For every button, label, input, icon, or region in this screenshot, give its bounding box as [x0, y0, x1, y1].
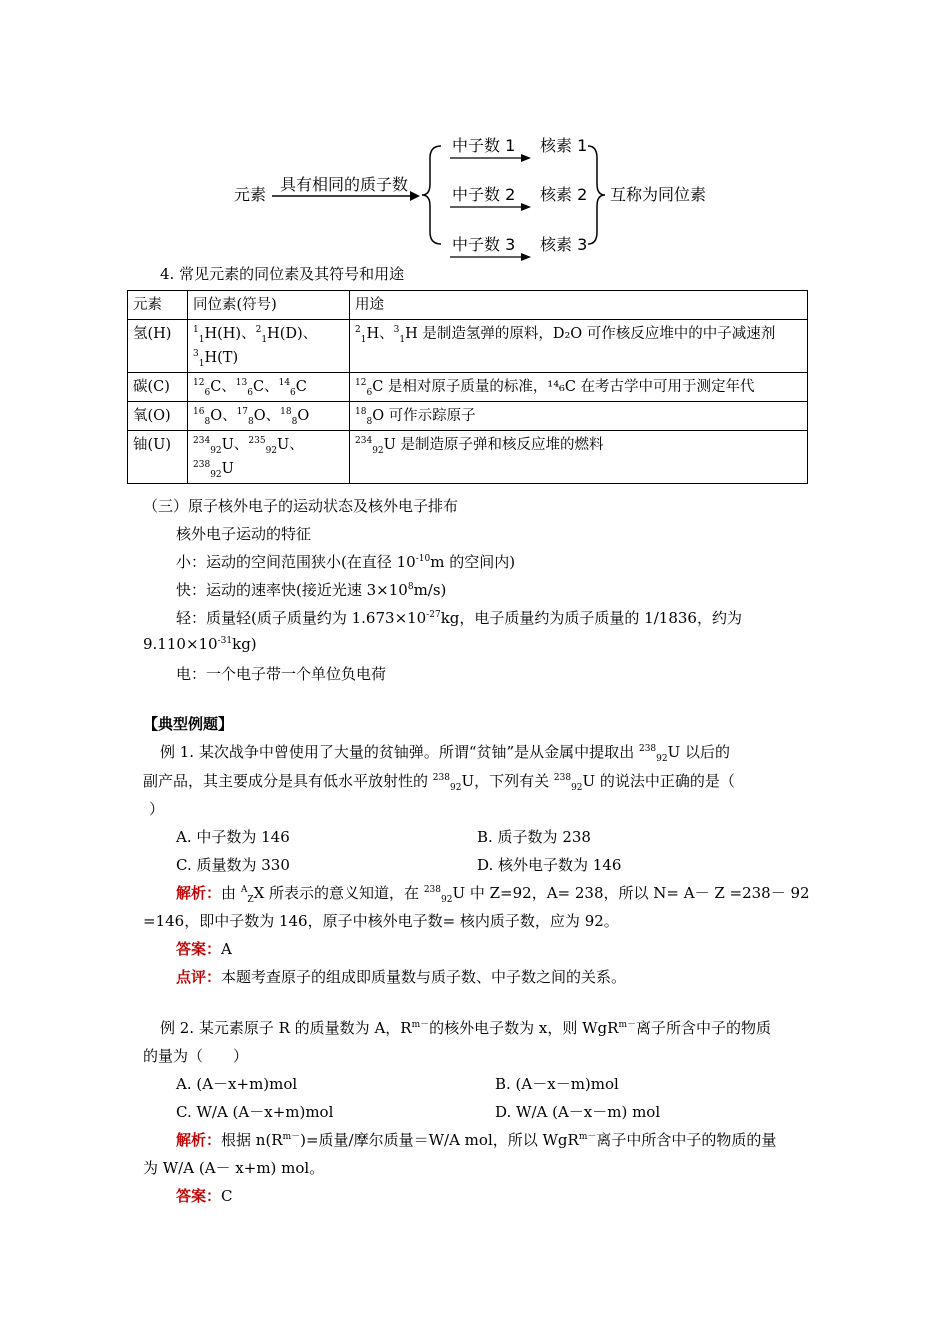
feature-light: 轻：质量轻(质子质量约为 $1.673\times 10^{-27}kg$，电子质量约为质子质量的 1/1836，约为 [176, 609, 742, 627]
table-header-row [128, 291, 808, 320]
ex2-option-d: D. W/A (A－x－m) mol [495, 1103, 661, 1121]
ex2-analysis-cont: 为 W/A (A－ x+m) mol。 [143, 1159, 325, 1177]
table-cell-isotopes: $^1_1$H(H)、$^2_1$H(D)、$^3_1$H(T) [188, 320, 350, 373]
table-row [128, 320, 808, 373]
diagram-element: 元素 [234, 185, 267, 204]
section3-title: （三）原子核外电子的运动状态及核外电子排布 [143, 497, 459, 515]
feature-small-text: 小：运动的空间范围狭小(在直径 10 [176, 553, 416, 571]
table-header: 元素 [128, 291, 188, 320]
use-text: U 是制造原子弹和核反应堆的燃料 [383, 437, 604, 453]
table-header: 用途 [350, 291, 808, 320]
ex2-line1: 例 2. 某元素原子 R 的质量数为 A，$R^{m-}$的核外电子数为 x，则 WgR$^{m-}$离子所含中子的物质 [160, 1019, 771, 1037]
table-cell-element: 碳(C) [128, 373, 188, 402]
ex2-option-a: A. (A－x+m)mol [176, 1075, 298, 1093]
feature-light-cont-tail: kg) [232, 635, 257, 653]
feature-light-cont-text: 9.110×10 [143, 635, 218, 653]
feature-fast-text: 快：运动的速率快(接近光速 3×10 [176, 581, 408, 599]
ex1-option-d: D. 核外电子数为 146 [477, 856, 622, 874]
table-row [128, 431, 808, 484]
feature-charge: 电：一个电子带一个单位负电荷 [176, 665, 387, 683]
ex2-answer-value: C [221, 1187, 233, 1205]
ex2-text: 例 2. 某元素原子 R 的质量数为 A，R [160, 1019, 412, 1037]
diagram-neutron-2: 中子数 2 [452, 185, 516, 204]
ex1-line1: 例 1. 某次战争中曾使用了大量的贫铀弹。所谓“贫铀”是从金属中提取出 $^{238}_{92}$U 以后的 [160, 743, 731, 764]
ex1-analysis-text: X 所表示的意义知道，在 [253, 884, 420, 902]
diagram-nuclide-1: 核素 1 [540, 136, 588, 155]
diagram-neutron-3: 中子数 3 [452, 235, 516, 254]
section4-title: 4. 常见元素的同位素及其符号和用途 [160, 265, 405, 283]
ex1-option-a: A. 中子数为 146 [176, 828, 290, 846]
feature-fast: 快：运动的速率快(接近光速 $3\times 10^8m/s$) [176, 581, 447, 599]
table-cell-element: 氢(H) [128, 320, 188, 373]
ex1-comment-text: 本题考查原子的组成即质量数与质子数、中子数之间的关系。 [221, 968, 627, 986]
feature-small: 小：运动的空间范围狭小(在直径 $10^{-10}m$ 的空间内) [176, 553, 516, 571]
table-cell-use: $^2_1$H、$^3_1$H 是制造氢弹的原料，D₂O 可作核反应堆中的中子减速剂 [350, 320, 808, 373]
table-cell-use: $^{234}_{92}$U 是制造原子弹和核反应堆的燃料 [350, 431, 808, 484]
diagram-conclusion: 互称为同位素 [610, 185, 707, 204]
ex1-answer-value: A [221, 940, 232, 958]
feature-small-tail: m 的空间内) [430, 553, 516, 571]
feature-fast-tail: m/s) [413, 581, 447, 599]
ex1-text: U 的说法中正确的是（ [582, 772, 735, 790]
table-cell-isotopes: $^{12}_6$C、$^{13}_6$C、$^{14}_6$C [188, 373, 350, 402]
ex2-text: 离子所含中子的物质 [635, 1019, 771, 1037]
ex2-analysis-text: 离子中所含中子的物质的量 [596, 1131, 777, 1149]
table-cell-use: $^{18}_8$O 可作示踪原子 [350, 402, 808, 431]
ex1-analysis: 解析：由 $^A_Z$X 所表示的意义知道，在 $^{238}_{92}$U 中 Z=92，A= 238，所以 N= A－ Z =238－ 92 [176, 884, 810, 905]
table-cell-element: 氧(O) [128, 402, 188, 431]
table-cell-use: $^{12}_6$C 是相对原子质量的标准，¹⁴₆C 在考古学中可用于测定年代 [350, 373, 808, 402]
table-row [128, 402, 808, 431]
use-text: H 是制造氢弹的原料，D₂O 可作核反应堆中的中子减速剂 [405, 326, 776, 342]
table-row [128, 373, 808, 402]
use-text: C 是相对原子质量的标准，¹⁴₆C 在考古学中可用于测定年代 [372, 379, 755, 395]
feature-light-tail: kg，电子质量约为质子质量的 1/1836，约为 [440, 609, 742, 627]
ex1-answer [176, 938, 232, 959]
comment-label: 点评： [176, 968, 222, 986]
table-header: 同位素(符号) [188, 291, 350, 320]
feature-light-text: 轻：质量轻(质子质量约为 1.673×10 [176, 609, 427, 627]
answer-label: 答案： [176, 1187, 222, 1205]
diagram-arrow-label: 具有相同的质子数 [280, 175, 409, 194]
ex2-analysis-text: )=质量/摩尔质量＝W/A mol，所以 WgR [300, 1131, 579, 1149]
diagram-neutron-1: 中子数 1 [452, 136, 516, 155]
ex2-analysis-text: 根据 n(R [221, 1131, 283, 1149]
ex2-option-c: C. W/A (A－x+m)mol [176, 1103, 334, 1121]
answer-label: 答案： [176, 940, 222, 958]
ex2-text: 的核外电子数为 x，则 WgR [429, 1019, 619, 1037]
ex1-analysis-text: 由 [221, 884, 237, 902]
table-cell-element: 铀(U) [128, 431, 188, 484]
ex2-line2: 的量为（ ） [143, 1047, 249, 1065]
examples-title: 【典型例题】 [143, 715, 234, 733]
ex2-answer [176, 1185, 233, 1206]
ex1-analysis-text: U 中 Z=92，A= 238，所以 N= A－ Z =238－ 92 [452, 884, 810, 902]
isotope-table [127, 290, 808, 484]
section3-subtitle: 核外电子运动的特征 [176, 525, 312, 543]
feature-light-cont: $9.110\times 10^{-31}kg$) [143, 635, 257, 653]
ex1-analysis-cont: =146，即中子数为 146，原子中核外电子数= 核内质子数，应为 92。 [143, 912, 619, 930]
ex1-line3: ） [149, 800, 165, 818]
use-text: O 可作示踪原子 [372, 408, 476, 424]
ex1-text: U，下列有关 [461, 772, 550, 790]
ex1-text: U 以后的 [667, 743, 731, 761]
table-cell-isotopes: $^{234}_{92}$U、$^{235}_{92}$U、$^{238}_{92}$U [188, 431, 350, 484]
analysis-label: 解析： [176, 1131, 222, 1149]
diagram-nuclide-3: 核素 3 [540, 235, 588, 254]
ex1-text: 副产品，其主要成分是具有低水平放射性的 [143, 772, 429, 790]
ex1-text: 例 1. 某次战争中曾使用了大量的贫铀弹。所谓“贫铀”是从金属中提取出 [160, 743, 635, 761]
ex1-comment [176, 966, 626, 987]
diagram-nuclide-2: 核素 2 [540, 185, 588, 204]
ex2-analysis: 解析：根据 $n(R^{m-})=$质量/摩尔质量＝W/A mol，所以 WgR$^{m-}$离子中所含中子的物质的量 [176, 1131, 777, 1149]
ex2-option-b: B. (A－x－m)mol [495, 1075, 619, 1093]
analysis-label: 解析： [176, 884, 222, 902]
ex1-option-b: B. 质子数为 238 [477, 828, 591, 846]
ex1-line2: 副产品，其主要成分是具有低水平放射性的 $^{238}_{92}$U，下列有关 $^{238}_{92}$U 的说法中正确的是（ [143, 772, 735, 793]
ex1-option-c: C. 质量数为 330 [176, 856, 290, 874]
table-cell-isotopes: $^{16}_8$O、$^{17}_8$O、$^{18}_8$O [188, 402, 350, 431]
